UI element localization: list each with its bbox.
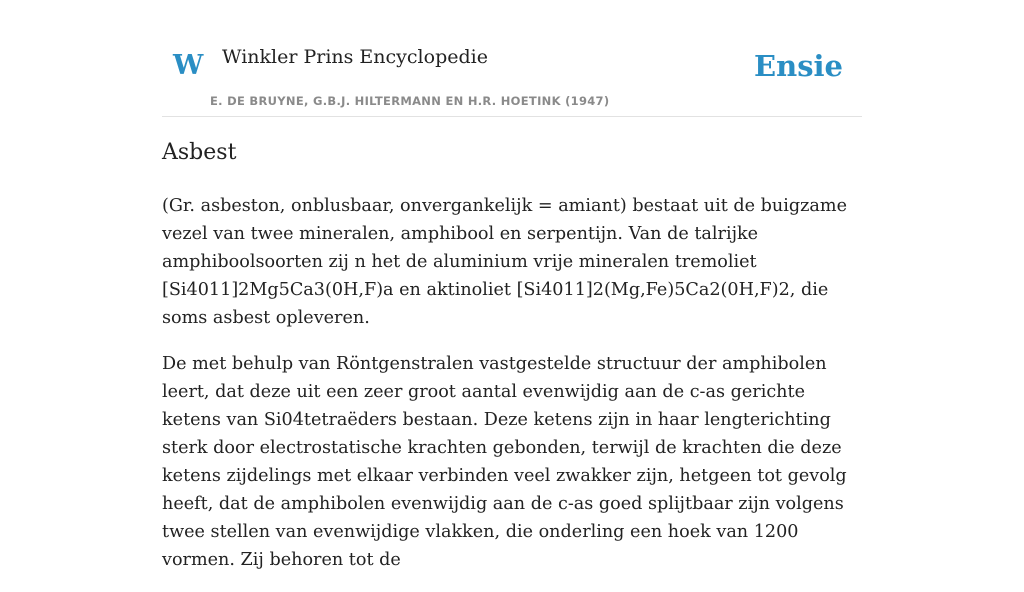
winkler-prins-logo-icon[interactable]: W xyxy=(173,50,204,81)
ensie-logo-link[interactable]: Ensie xyxy=(754,49,843,83)
article-paragraph: (Gr. asbeston, onblusbaar, onvergankelijk = amiant) bestaat uit de buigzame vezel van twee mineralen, amphibool en serpentijn. Van de talrijke amphiboolsoorten zij n het de aluminium vrije mineralen tremoliet [Si4011]2Mg5Ca3(0H,F)a en aktinoliet [Si4011]2(Mg,Fe)5Ca2(0H,F)2, die soms asbest opleveren. xyxy=(162,196,847,328)
article-title: Asbest xyxy=(162,140,237,165)
source-title[interactable]: Winkler Prins Encyclopedie xyxy=(222,46,488,68)
article-body xyxy=(162,192,862,592)
article-paragraph: De met behulp van Röntgenstralen vastgestelde structuur der amphibolen leert, dat deze uit een zeer groot aantal evenwijdig aan de c-as gerichte ketens van Si04tetraëders bestaan. Deze ketens zijn in haar lengterichting sterk door electrostatische krachten gebonden, terwijl de krachten die deze ketens zijdelings met elkaar verbinden veel zwakker zijn, hetgeen tot gevolg heeft, dat de amphibolen evenwijdig aan de c-as goed splijtbaar zijn volgens twee stellen van evenwijdige vlakken, die onderling een hoek van 1200 vormen. Zij behoren tot de xyxy=(162,354,847,570)
source-authors: E. DE BRUYNE, G.B.J. HILTERMANN EN H.R. HOETINK (1947) xyxy=(210,94,610,108)
source-header xyxy=(162,0,862,117)
content-column xyxy=(162,0,862,570)
